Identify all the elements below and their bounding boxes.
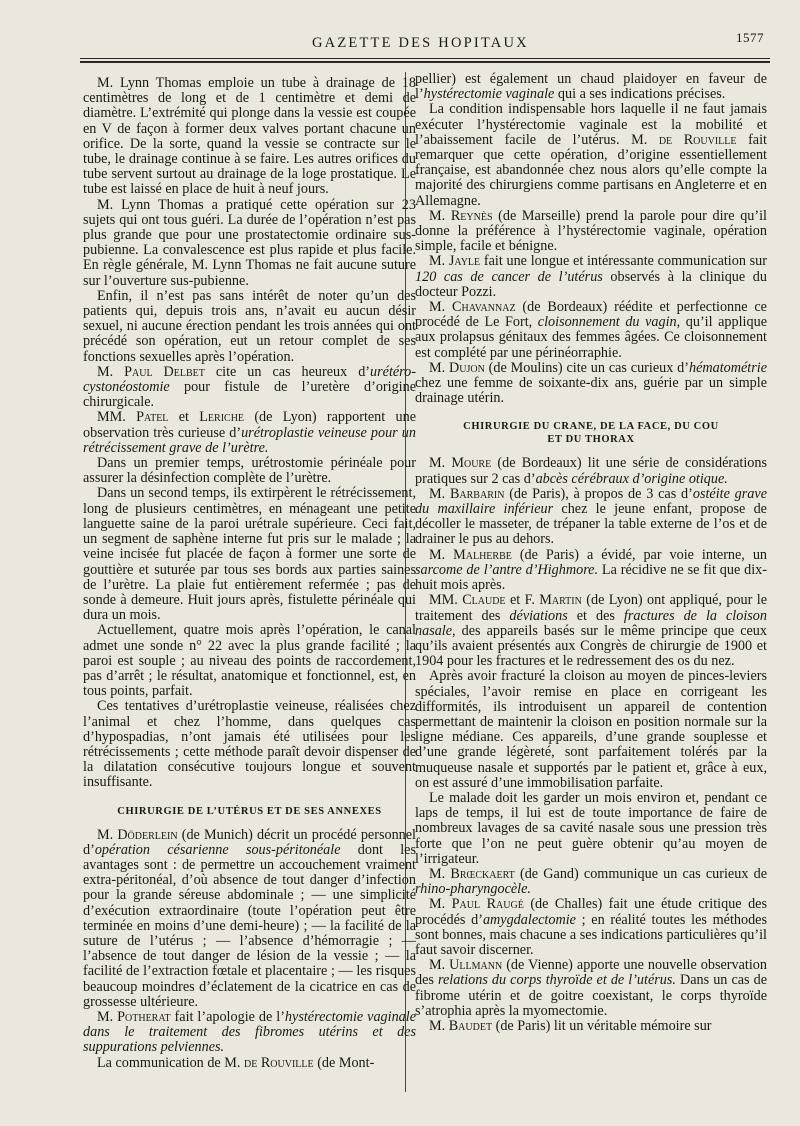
header-rule-thin [80,58,770,59]
text-run: (de Mont- [313,1054,375,1071]
paragraph [415,72,767,102]
text-run: MM. [429,592,463,609]
procedure-term: cloisonnement du vagin [537,314,677,331]
author-name: M. Chavannaz [429,299,516,316]
paragraph [83,365,416,411]
paragraph: Après avoir fracturé la cloison au moyen de pinces-leviers spéciales, l’avoir remise en place en corrigeant les difformités, ils introduisent un appareil de contention permettant de maintenir la cloison en position normale sur la ligne médiane. Ces appareils, d’une grande souplesse et d’une grande légèreté, sont parfaitement tolérés par la muqueuse nasale et supportés par le patient et, grâce à eux, on est assuré d’une immobilisation parfaite. [415,668,767,791]
text-run: (de Bordeaux) réédite et perfectionne ce procédé de Le Fort, [415,299,767,331]
procedure-term: 120 cas de cancer de l’utérus [415,268,603,285]
procedure-term: hystérectomie vaginale [423,86,555,103]
text-run: chez le jeune enfant, propose de décoller le masseter, de trépaner la table externe de l’os et de drainer le pus au dehors. [415,501,767,548]
text-run: (de Moulins) cite un cas curieux d’ [484,359,689,376]
paragraph [415,254,767,300]
paragraph: M. Lynn Thomas a pratiqué cette opération sur 23 sujets qui ont tous guéri. La durée de l’opération n’est pas plus grande que pour une prostatectomie ordinaire sus-pubienne. La convalescence est plus rapide et plus facile. En règle générale, M. Lynn Thomas ne fait aucune suture sur l’ouverture sus-pubienne. [83,196,416,289]
paragraph [415,209,767,255]
text-run: (de Gand) communique un cas curieux de [514,865,767,882]
procedure-term: hystérectomie vaginale dans le traitement des fibromes utérins et des suppurations pelviennes. [83,1008,416,1056]
text-run: pour fistule de l’uretère d’origine chirurgicale. [83,379,416,411]
author-name: M. Potherat [97,1008,171,1025]
text-run: et F. [505,592,540,609]
text-run: (de Munich) décrit un procédé personnel d’ [83,826,416,858]
paragraph [83,1010,416,1056]
text-run: (de Paris) lit un véritable mémoire sur [492,1017,712,1034]
page-number: 1577 [736,30,764,45]
text-run: Dans un cas de fibrome utérin et de goitre coexistant, le corps thyroïde s’atrophia après la myomectomie. [415,972,767,1019]
paragraph: Dans un second temps, ils extirpèrent le rétrécissement, long de plusieurs centimètres, en ménageant une petite languette saine de la paroi urétrale supérieure. Ceci fait, un segment de saphène interne fut pris sur le malade ; la veine incisée fut placée de façon à former une sorte de gouttière et suturée par tous ses bords aux parties saines de l’urètre. La plaie fut entièrement refermée ; pas de sonde à demeure. Huit jours après, fistulette périnéale qui dura un mois. [83,485,416,624]
text-run: La récidive ne se fit que dix-huit mois après. [415,561,767,594]
paragraph [415,487,767,548]
text-run: (de Vienne) apporte une nouvelle observation des [415,957,767,989]
text-run: , qu’il applique aux prolapsus génitaux des femmes âgées. Ce cloisonnement est complété par une périnéorraphie. [415,314,767,361]
text-run: ; en réalité toutes les méthodes sont bonnes, mais chacune a ses indications particulières qu’il faut savoir discerner. [415,911,767,958]
text-run: (de Lyon) rapportent une observation très curieuse d’ [83,409,416,441]
text-run: fait l’apologie de l’ [170,1008,285,1025]
text-run: MM. [97,409,137,426]
text-run: chez une femme de soixante-dix ans, guérie par un simple drainage utérin. [415,375,767,407]
paragraph [415,897,767,958]
paragraph [83,1056,416,1071]
text-run: (de Paris) a évidé, par voie interne, un [511,546,768,563]
running-title: GAZETTE DES HOPITAUX [312,35,529,51]
author-name: M. Döderlein [97,826,178,843]
text-run: La condition indispensable hors laquelle il ne faut jamais exécuter l’hystérectomie vaginale est la mobilité et l’abaissement facile de l’utérus. M. [415,101,767,148]
procedure-term: urétroplastie veineuse pour un rétrécissement grave de l’urètre. [83,424,416,456]
paragraph [415,593,767,669]
paragraph: Ces tentatives d’urétroplastie veineuse, réalisées chez l’animal et chez l’homme, dans quelques cas d’hypospadias, n’ont jamais été utilisées pour les rétrécissements ; cette méthode paraît devoir dispenser de la dilatation consécutive toujours longue et souvent insuffisante. [83,698,416,791]
paragraph [415,456,767,486]
procedure-term: abcès cérébraux d’origine otique. [535,470,728,487]
author-name: M. Paul Delbet [97,363,205,380]
text-run: fait remarquer que cette opération, d’origine essentiellement française, est abandonnée chez nous alors qu’elle compte la majorité des chirurgiens comme partisans en Angleterre et en Allemagne. [415,131,767,209]
procedure-term: urétéro-cystonéostomie [83,363,416,396]
author-name: M. Baudet [429,1017,493,1034]
heading-line: CHIRURGIE DU CRANE, DE LA FACE, DU COU [463,421,719,433]
author-name: Patel [136,409,169,426]
paragraph [415,1019,767,1034]
author-name: M. Moure [429,455,492,472]
author-name: M. Brœckaert [429,865,515,882]
author-name: M. Reynès [429,207,493,224]
procedure-term: fractures de la cloison nasale [415,607,767,639]
paragraph: M. Lynn Thomas emploie un tube à drainage de 18 centimètres de long et de 1 centimètre et demi de diamètre. L’extrémité qui plonge dans la vessie est coupée en V de façon à former deux valves portant chacune un orifice. De la sorte, quand la vessie se contracte sur le tube, le drainage continue à se faire. Les autres orifices du tube servent surtout au drainage de la loge prostatique. Le tube est laissé en place de huit à neuf jours. [83,75,416,198]
paragraph: Actuellement, quatre mois après l’opération, le canal admet une sonde n° 22 avec la plus grande facilité ; la paroi est souple ; au niveau des points de raccordement, pas d’arrêt ; le résultat, anatomique et fonctionnel, est, en tous points, parfait. [83,622,416,700]
left-column [83,76,416,1071]
paragraph: Enfin, il n’est pas sans intérêt de noter qu’un des patients qui, depuis trois ans, n’avait eu aucun désir sexuel, ni aucune érection pendant les trois années qui ont précédé son opération, eut un retour complet de ses fonctions sexuelles après l’opération. [83,287,416,365]
author-name: Leriche [199,409,245,426]
author-name: Martin [539,592,582,609]
text-run: fait une longue et intéressante communication sur [480,253,767,270]
paragraph [415,361,767,407]
text-run: dont les avantages sont : de permettre un accouchement vraiment extra-péritonéal, d’où absence de tout danger d’infection pour la grande séreuse abdominale ; — une simplicité d’exécution extraordinaire (toute l’opération peut être terminée en moins d’une demi-heure) ; — la facilité de la suture de l’utérus ; — l’absence d’hémorragie ; — l’absence de tout danger de lésion de la vessie ; — la facilité de l’extraction fœtale et placentaire ; — les risques beaucoup moindres d’éclatement de la cicatrice en cas de grossesse ultérieure. [83,841,416,1010]
right-column [415,72,767,1034]
author-name: M. Paul Raugé [429,896,524,913]
author-name: M. Dujon [429,359,485,376]
author-name: de Rouville [658,131,737,148]
paragraph [415,300,767,361]
text-run: pellier) est également un chaud plaidoyer en faveur de l’ [415,71,767,103]
author-name: M. Jayle [429,253,481,270]
author-name: M. Barbarin [429,485,505,502]
author-name: M. Malherbe [429,546,512,563]
paragraph [83,410,416,456]
text-run: (de Bordeaux) lit une série de considérations pratiques sur 2 cas d’ [415,455,768,487]
procedure-term: sarcome de l’antre d’Highmore. [415,561,599,578]
header-rule-thick [80,61,770,63]
text-run: (de Challes) fait une étude critique des procédés d’ [415,896,767,928]
procedure-term: déviations [509,607,568,624]
author-name: Claude [462,592,506,609]
paragraph [415,867,767,897]
paragraph [415,548,767,594]
text-run: (de Marseille) prend la parole pour dire qu’il donne la préférence à l’hystérectomie vaginale, opération simple, facile et bénigne. [415,207,767,255]
text-run: et [168,409,200,426]
paragraph: Le malade doit les garder un mois environ et, pendant ce laps de temps, il lui est de toute importance de faire de nombreux lavages de sa cavité nasale sous une pression très forte que l’on ne peut guère obtenir qu’au moyen de l’irrigateur. [415,789,767,867]
paragraph [415,958,767,1019]
procedure-term: relations du corps thyroïde et de l’utérus. [437,972,676,989]
section-heading [415,420,767,446]
paragraph [415,102,767,208]
procedure-term: hématométrie [688,359,767,376]
paragraph: Dans un premier temps, urétrostomie périnéale pour assurer la désinfection complète de l’urètre. [83,455,416,487]
text-run: observés à la clinique du docteur Pozzi. [415,268,767,300]
paragraph [83,828,416,1010]
section-heading: CHIRURGIE DE L’UTÉRUS ET DE SES ANNEXES [117,805,382,817]
heading-line: ET DU THORAX [547,434,635,446]
text-run: (de Lyon) ont appliqué, pour le traitement des [415,592,768,624]
procedure-term: opération césarienne sous-péritonéale [94,841,341,858]
author-name: M. Ullmann [429,957,503,974]
text-run: (de Paris), à propos de 3 cas d’ [504,485,693,502]
procedure-term: amygdalectomie [482,911,576,928]
procedure-term: ostéite grave du maxillaire inférieur [415,485,767,518]
text-run: La communication de M. [97,1054,244,1071]
text-run: et des [567,607,624,624]
author-name: de Rouville [243,1054,314,1071]
text-run: qui a ses indications précises. [554,86,726,103]
page-header [80,30,770,66]
text-run: cite un cas heureux d’ [204,363,371,380]
procedure-term: rhino-pharyngocèle. [415,881,531,898]
text-run: , des appareils basés sur le même principe que ceux qu’ils avaient présentés aux Congrès de chirurgie de 1900 et 1904 pour les fractures et le redressement des os du nez. [415,622,767,670]
